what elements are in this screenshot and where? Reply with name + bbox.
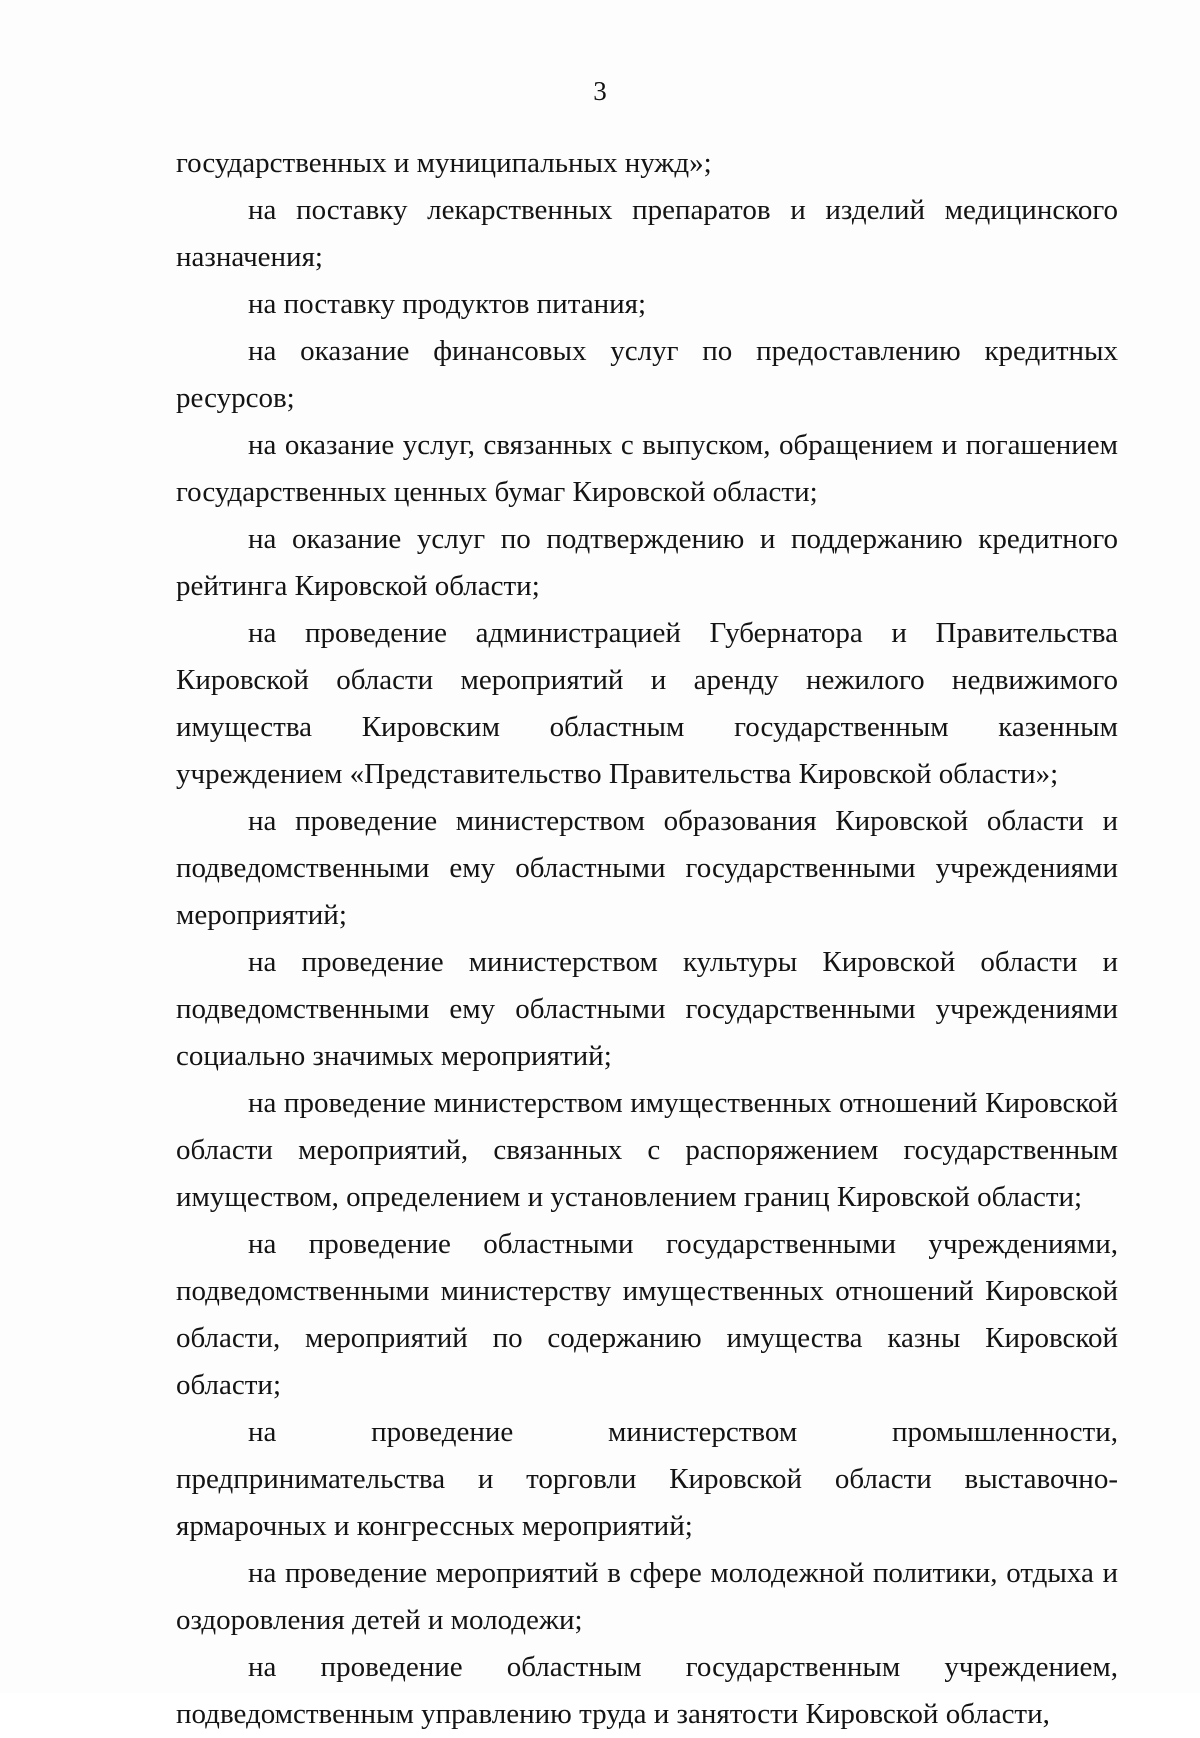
paragraph-14: на проведение областным государственным учреждением, подведомственным управлению труда и занятости Кировской области, (176, 1651, 1118, 1730)
paragraph-10: на проведение министерством имущественных отношений Кировской области мероприятий, связанных с распоряжением государственным имуществом, определением и установлением границ Кировской области; (176, 1087, 1118, 1213)
document-body (176, 140, 1118, 1738)
paragraph-7: на проведение администрацией Губернатора и Правительства Кировской области мероприятий и аренду нежилого недвижимого имущества Кировским областным государственным казенным учреждением «Представительство Правительства Кировской области»; (176, 617, 1118, 790)
paragraph-2: на поставку лекарственных препаратов и изделий медицинского назначения; (176, 194, 1118, 273)
page-number: 3 (593, 76, 607, 106)
paragraph-9: на проведение министерством культуры Кировской области и подведомственными ему областными государственными учреждениями социально значимых мероприятий; (176, 946, 1118, 1072)
paragraph-12: на проведение министерством промышленности, предпринимательства и торговли Кировской области выставочно-ярмарочных и конгрессных мероприятий; (176, 1416, 1118, 1542)
paragraph-8: на проведение министерством образования Кировской области и подведомственными ему областными государственными учреждениями мероприятий; (176, 805, 1118, 931)
paragraph-11: на проведение областными государственными учреждениями, подведомственными министерству имущественных отношений Кировской области, мероприятий по содержанию имущества казны Кировской области; (176, 1228, 1118, 1401)
paragraph-4: на оказание финансовых услуг по предоставлению кредитных ресурсов; (176, 335, 1118, 414)
paragraph-1: государственных и муниципальных нужд»; (176, 147, 712, 179)
paragraph-13: на проведение мероприятий в сфере молодежной политики, отдыха и оздоровления детей и молодежи; (176, 1557, 1118, 1636)
paragraph-5: на оказание услуг, связанных с выпуском, обращением и погашением государственных ценных бумаг Кировской области; (176, 429, 1118, 508)
paragraph-3: на поставку продуктов питания; (248, 288, 647, 320)
paragraph-6: на оказание услуг по подтверждению и поддержанию кредитного рейтинга Кировской области; (176, 523, 1118, 602)
